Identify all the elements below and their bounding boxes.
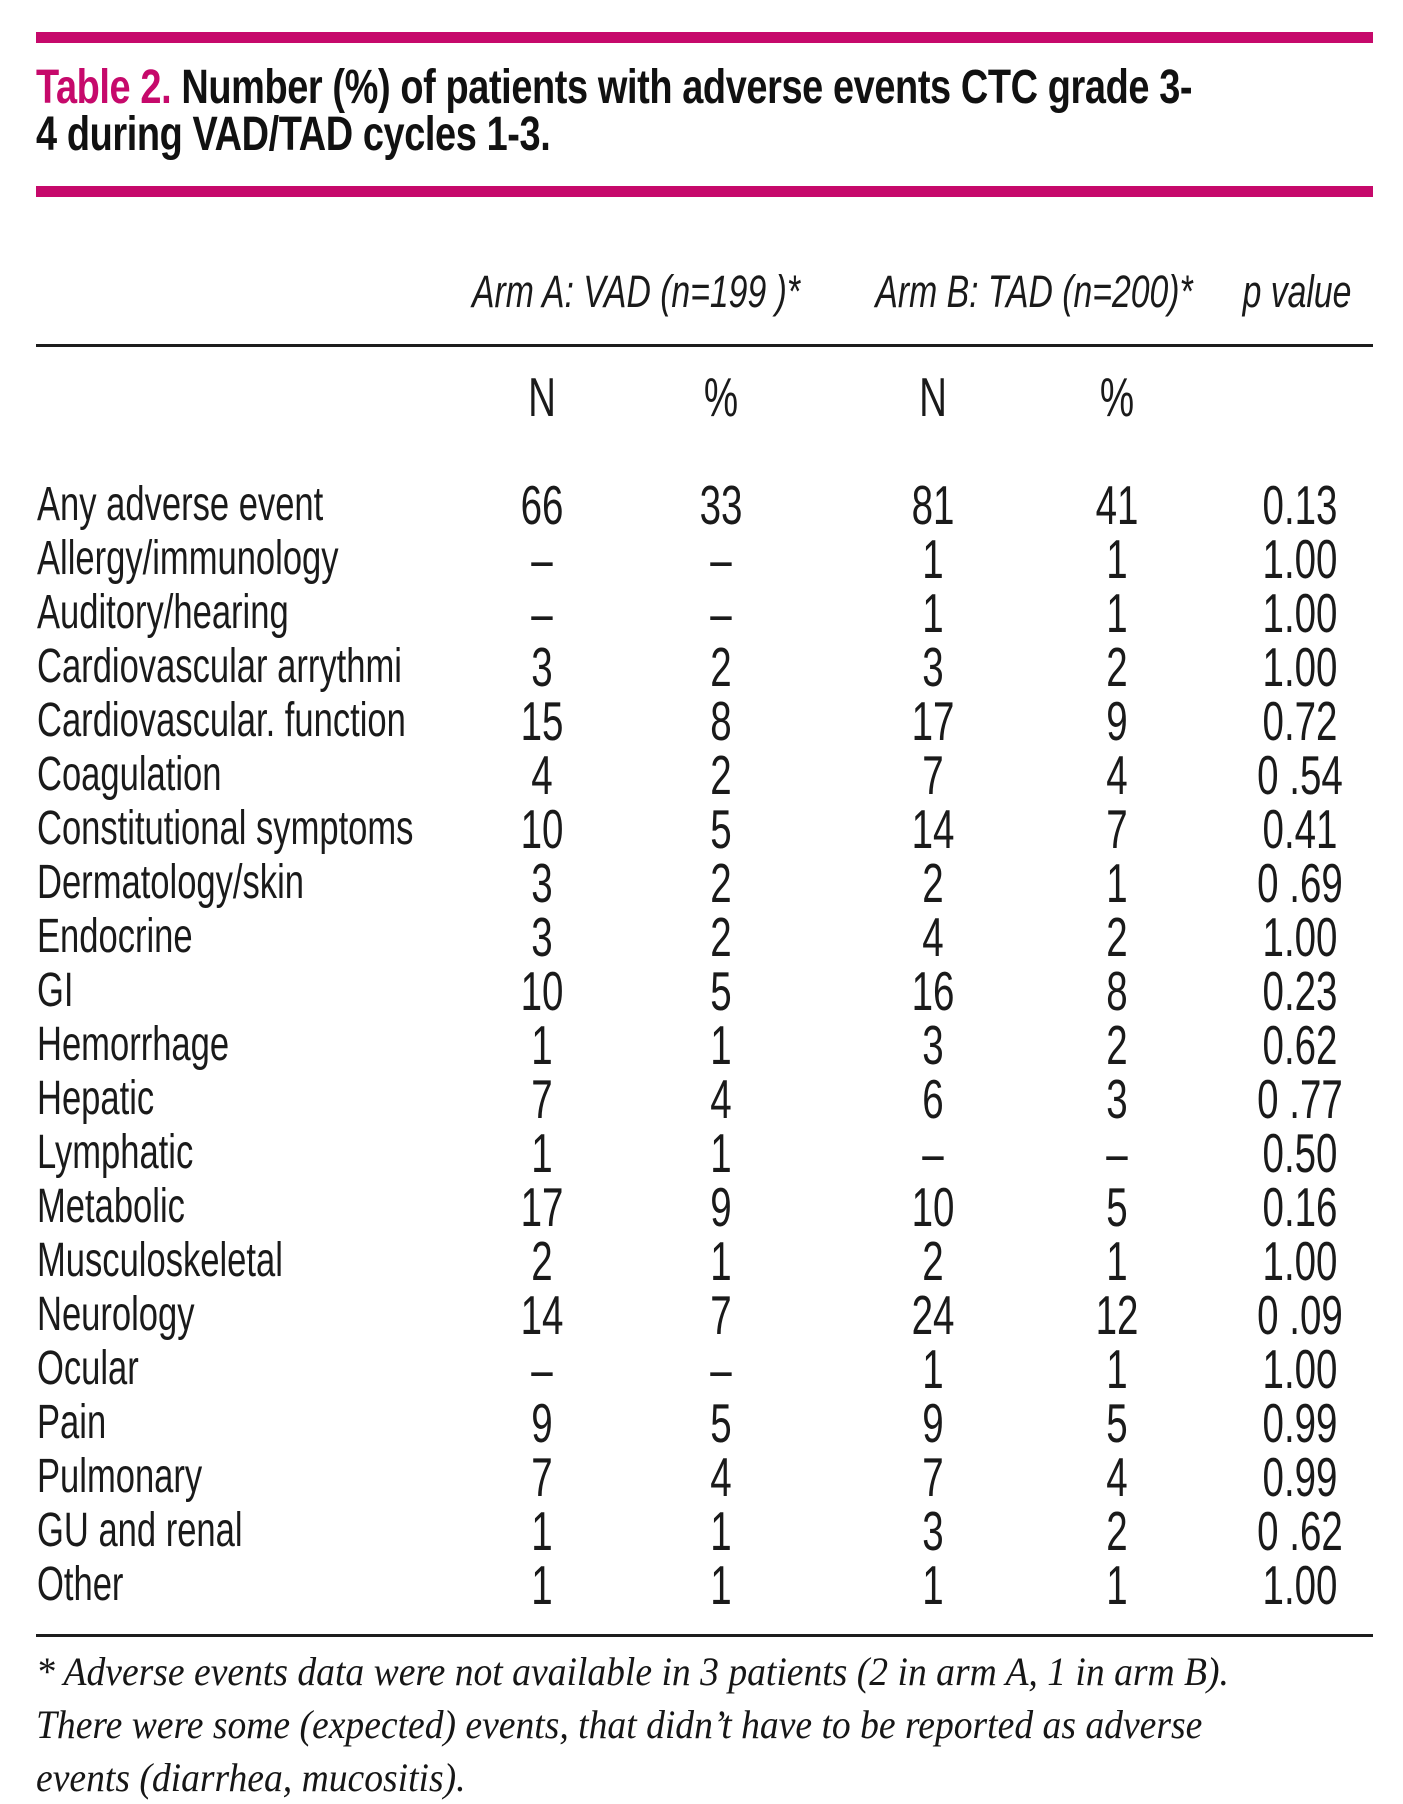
- cell-arm-a-n: 2: [531, 1230, 553, 1292]
- cell-p-value: 0.72: [1262, 690, 1338, 752]
- cell-arm-a-pct: 5: [710, 798, 732, 860]
- cell-arm-b-n: 81: [911, 474, 955, 536]
- row-label: Coagulation: [37, 748, 222, 801]
- row-label: Musculoskeletal: [37, 1234, 283, 1287]
- table-row: [0, 636, 1403, 698]
- cell-arm-a-pct: 8: [710, 690, 732, 752]
- row-label: Metabolic: [37, 1180, 185, 1233]
- row-label: Cardiovascular arrythmi: [37, 640, 402, 693]
- cell-arm-b-n: 14: [911, 798, 955, 860]
- cell-p-value: 0.23: [1262, 960, 1338, 1022]
- cell-p-value: 0 .77: [1257, 1068, 1343, 1130]
- cell-arm-a-n: 15: [520, 690, 564, 752]
- cell-arm-a-pct: –: [710, 582, 732, 644]
- row-label: Constitutional symptoms: [37, 802, 414, 855]
- cell-arm-b-n: 3: [922, 1014, 944, 1076]
- subheader-arm-b-pct: %: [1099, 366, 1135, 428]
- cell-arm-a-pct: 7: [710, 1284, 732, 1346]
- cell-arm-b-n: 7: [922, 1446, 944, 1508]
- header-arm-b: Arm B: TAD (n=200)*: [875, 266, 1193, 317]
- cell-arm-b-n: 17: [911, 690, 955, 752]
- cell-arm-b-pct: –: [1106, 1122, 1128, 1184]
- row-label: Cardiovascular. function: [37, 694, 406, 747]
- row-label: Any adverse event: [37, 478, 324, 531]
- footnote-line: events (diarrhea, mucositis).: [36, 1755, 466, 1800]
- cell-arm-a-n: 66: [520, 474, 564, 536]
- row-label: Hemorrhage: [37, 1018, 230, 1071]
- cell-p-value: 1.00: [1262, 1230, 1338, 1292]
- cell-arm-a-pct: 2: [710, 636, 732, 698]
- column-group-header: [0, 265, 1403, 319]
- cell-arm-a-pct: 1: [710, 1500, 732, 1562]
- cell-p-value: 1.00: [1262, 906, 1338, 968]
- cell-arm-b-pct: 5: [1106, 1392, 1128, 1454]
- cell-arm-b-pct: 4: [1106, 744, 1128, 806]
- cell-arm-a-pct: 2: [710, 852, 732, 914]
- cell-arm-b-pct: 4: [1106, 1446, 1128, 1508]
- cell-arm-a-n: 10: [520, 960, 564, 1022]
- cell-arm-b-n: 2: [922, 1230, 944, 1292]
- cell-p-value: 1.00: [1262, 1338, 1338, 1400]
- cell-p-value: 0.50: [1262, 1122, 1338, 1184]
- cell-p-value: 1.00: [1262, 1554, 1338, 1616]
- cell-arm-a-n: 10: [520, 798, 564, 860]
- cell-p-value: 0 .69: [1257, 852, 1343, 914]
- cell-arm-a-pct: 2: [710, 906, 732, 968]
- cell-arm-a-pct: 9: [710, 1176, 732, 1238]
- cell-arm-a-pct: 1: [710, 1230, 732, 1292]
- cell-p-value: 0 .09: [1257, 1284, 1343, 1346]
- cell-arm-a-n: 17: [520, 1176, 564, 1238]
- cell-arm-a-n: –: [531, 582, 553, 644]
- cell-arm-b-pct: 3: [1106, 1068, 1128, 1130]
- cell-arm-b-n: 10: [911, 1176, 955, 1238]
- cell-arm-b-n: 1: [922, 582, 944, 644]
- table-row: [0, 1068, 1403, 1130]
- cell-arm-a-n: 1: [531, 1554, 553, 1616]
- cell-arm-a-pct: 2: [710, 744, 732, 806]
- cell-arm-b-pct: 1: [1106, 1554, 1128, 1616]
- cell-arm-a-n: 1: [531, 1014, 553, 1076]
- cell-arm-b-pct: 9: [1106, 690, 1128, 752]
- cell-arm-a-pct: –: [710, 528, 732, 590]
- table-row: [0, 852, 1403, 914]
- cell-p-value: 0.13: [1262, 474, 1338, 536]
- cell-p-value: 1.00: [1262, 528, 1338, 590]
- table-row: [0, 1230, 1403, 1292]
- table-title-text: Number (%) of patients with adverse events CTC grade 3-: [171, 61, 1193, 114]
- cell-arm-b-pct: 2: [1106, 906, 1128, 968]
- cell-arm-b-pct: 8: [1106, 960, 1128, 1022]
- cell-arm-a-n: 9: [531, 1392, 553, 1454]
- cell-p-value: 1.00: [1262, 636, 1338, 698]
- cell-arm-a-pct: 33: [699, 474, 743, 536]
- cell-arm-a-n: 7: [531, 1068, 553, 1130]
- row-label: Ocular: [37, 1342, 139, 1395]
- cell-arm-b-pct: 12: [1095, 1284, 1139, 1346]
- table-row: [0, 1284, 1403, 1346]
- row-label: Neurology: [37, 1288, 195, 1341]
- cell-p-value: 0 .62: [1257, 1500, 1343, 1562]
- footnote-line: There were some (expected) events, that didn’t have to be reported as adverse: [36, 1702, 1203, 1747]
- cell-arm-b-n: 2: [922, 852, 944, 914]
- table-row: [0, 1014, 1403, 1076]
- table-row: [0, 1338, 1403, 1400]
- cell-arm-b-n: 1: [922, 528, 944, 590]
- cell-arm-a-n: 3: [531, 636, 553, 698]
- cell-arm-a-pct: 4: [710, 1446, 732, 1508]
- header-p-value: p value: [1242, 266, 1352, 317]
- cell-arm-a-n: 1: [531, 1122, 553, 1184]
- cell-p-value: 0.41: [1262, 798, 1338, 860]
- cell-arm-a-n: 3: [531, 852, 553, 914]
- cell-arm-b-n: 4: [922, 906, 944, 968]
- cell-p-value: 0 .54: [1257, 744, 1343, 806]
- cell-arm-a-n: 3: [531, 906, 553, 968]
- cell-arm-b-n: 6: [922, 1068, 944, 1130]
- cell-arm-b-n: 3: [922, 1500, 944, 1562]
- table-row: [0, 582, 1403, 644]
- cell-arm-a-n: –: [531, 1338, 553, 1400]
- table-row: [0, 906, 1403, 968]
- table-row: [0, 528, 1403, 590]
- footer-divider-rule: [36, 1634, 1373, 1637]
- subheader-arm-a-pct: %: [703, 366, 739, 428]
- cell-arm-b-pct: 7: [1106, 798, 1128, 860]
- cell-arm-a-n: 1: [531, 1500, 553, 1562]
- row-label: Pulmonary: [37, 1450, 203, 1503]
- cell-arm-b-pct: 1: [1106, 1338, 1128, 1400]
- table-row: [0, 1554, 1403, 1616]
- sub-header-row: [0, 366, 1403, 428]
- cell-arm-b-n: 9: [922, 1392, 944, 1454]
- subheader-arm-a-n: N: [528, 366, 556, 428]
- cell-arm-b-n: –: [922, 1122, 944, 1184]
- cell-arm-b-pct: 41: [1095, 474, 1139, 536]
- cell-arm-b-pct: 5: [1106, 1176, 1128, 1238]
- table-row: [0, 744, 1403, 806]
- row-label: Dermatology/skin: [37, 856, 304, 909]
- cell-p-value: 0.16: [1262, 1176, 1338, 1238]
- cell-arm-b-n: 24: [911, 1284, 955, 1346]
- cell-arm-b-n: 7: [922, 744, 944, 806]
- subheader-arm-b-n: N: [919, 366, 947, 428]
- cell-p-value: 0.62: [1262, 1014, 1338, 1076]
- cell-arm-b-pct: 2: [1106, 1500, 1128, 1562]
- cell-arm-b-n: 1: [922, 1338, 944, 1400]
- cell-arm-a-pct: 5: [710, 960, 732, 1022]
- title-bottom-accent-rule: [36, 186, 1373, 197]
- table-title-number: Table 2.: [36, 61, 172, 114]
- row-label: GI: [37, 964, 74, 1017]
- table-title-line1: [36, 61, 1379, 114]
- cell-arm-b-n: 16: [911, 960, 955, 1022]
- row-label: Pain: [37, 1396, 107, 1449]
- table-row: [0, 1122, 1403, 1184]
- row-label: GU and renal: [37, 1504, 243, 1557]
- table-row: [0, 1500, 1403, 1562]
- table-footnote: [36, 1645, 1371, 1804]
- cell-arm-b-pct: 1: [1106, 528, 1128, 590]
- cell-arm-b-n: 1: [922, 1554, 944, 1616]
- table-row: [0, 1392, 1403, 1454]
- header-divider-rule: [36, 344, 1373, 347]
- cell-arm-b-pct: 1: [1106, 582, 1128, 644]
- table-row: [0, 690, 1403, 752]
- cell-arm-a-pct: 1: [710, 1122, 732, 1184]
- header-arm-a: Arm A: VAD (n=199 )*: [472, 266, 800, 317]
- cell-arm-b-pct: 2: [1106, 636, 1128, 698]
- cell-arm-a-pct: 4: [710, 1068, 732, 1130]
- footnote-line: * Adverse events data were not available in 3 patients (2 in arm A, 1 in arm B).: [36, 1649, 1229, 1694]
- cell-arm-b-pct: 1: [1106, 1230, 1128, 1292]
- table-row: [0, 1446, 1403, 1508]
- row-label: Hepatic: [37, 1072, 155, 1125]
- cell-arm-a-n: 4: [531, 744, 553, 806]
- cell-arm-a-n: 14: [520, 1284, 564, 1346]
- row-label: Lymphatic: [37, 1126, 194, 1179]
- table-title: [36, 61, 1379, 161]
- row-label: Other: [37, 1558, 124, 1611]
- cell-arm-a-n: 7: [531, 1446, 553, 1508]
- table-title-line2: 4 during VAD/TAD cycles 1-3.: [36, 108, 551, 161]
- cell-p-value: 0.99: [1262, 1446, 1338, 1508]
- cell-p-value: 1.00: [1262, 582, 1338, 644]
- row-label: Allergy/immunology: [37, 532, 339, 585]
- row-label: Endocrine: [37, 910, 193, 963]
- cell-arm-b-pct: 1: [1106, 852, 1128, 914]
- cell-p-value: 0.99: [1262, 1392, 1338, 1454]
- table-row: [0, 1176, 1403, 1238]
- cell-arm-b-n: 3: [922, 636, 944, 698]
- cell-arm-a-pct: 1: [710, 1554, 732, 1616]
- cell-arm-a-pct: –: [710, 1338, 732, 1400]
- cell-arm-a-n: –: [531, 528, 553, 590]
- table-row: [0, 798, 1403, 860]
- row-label: Auditory/hearing: [37, 586, 289, 639]
- cell-arm-a-pct: 5: [710, 1392, 732, 1454]
- table-row: [0, 474, 1403, 536]
- table-row: [0, 960, 1403, 1022]
- top-accent-rule: [36, 32, 1373, 43]
- cell-arm-a-pct: 1: [710, 1014, 732, 1076]
- cell-arm-b-pct: 2: [1106, 1014, 1128, 1076]
